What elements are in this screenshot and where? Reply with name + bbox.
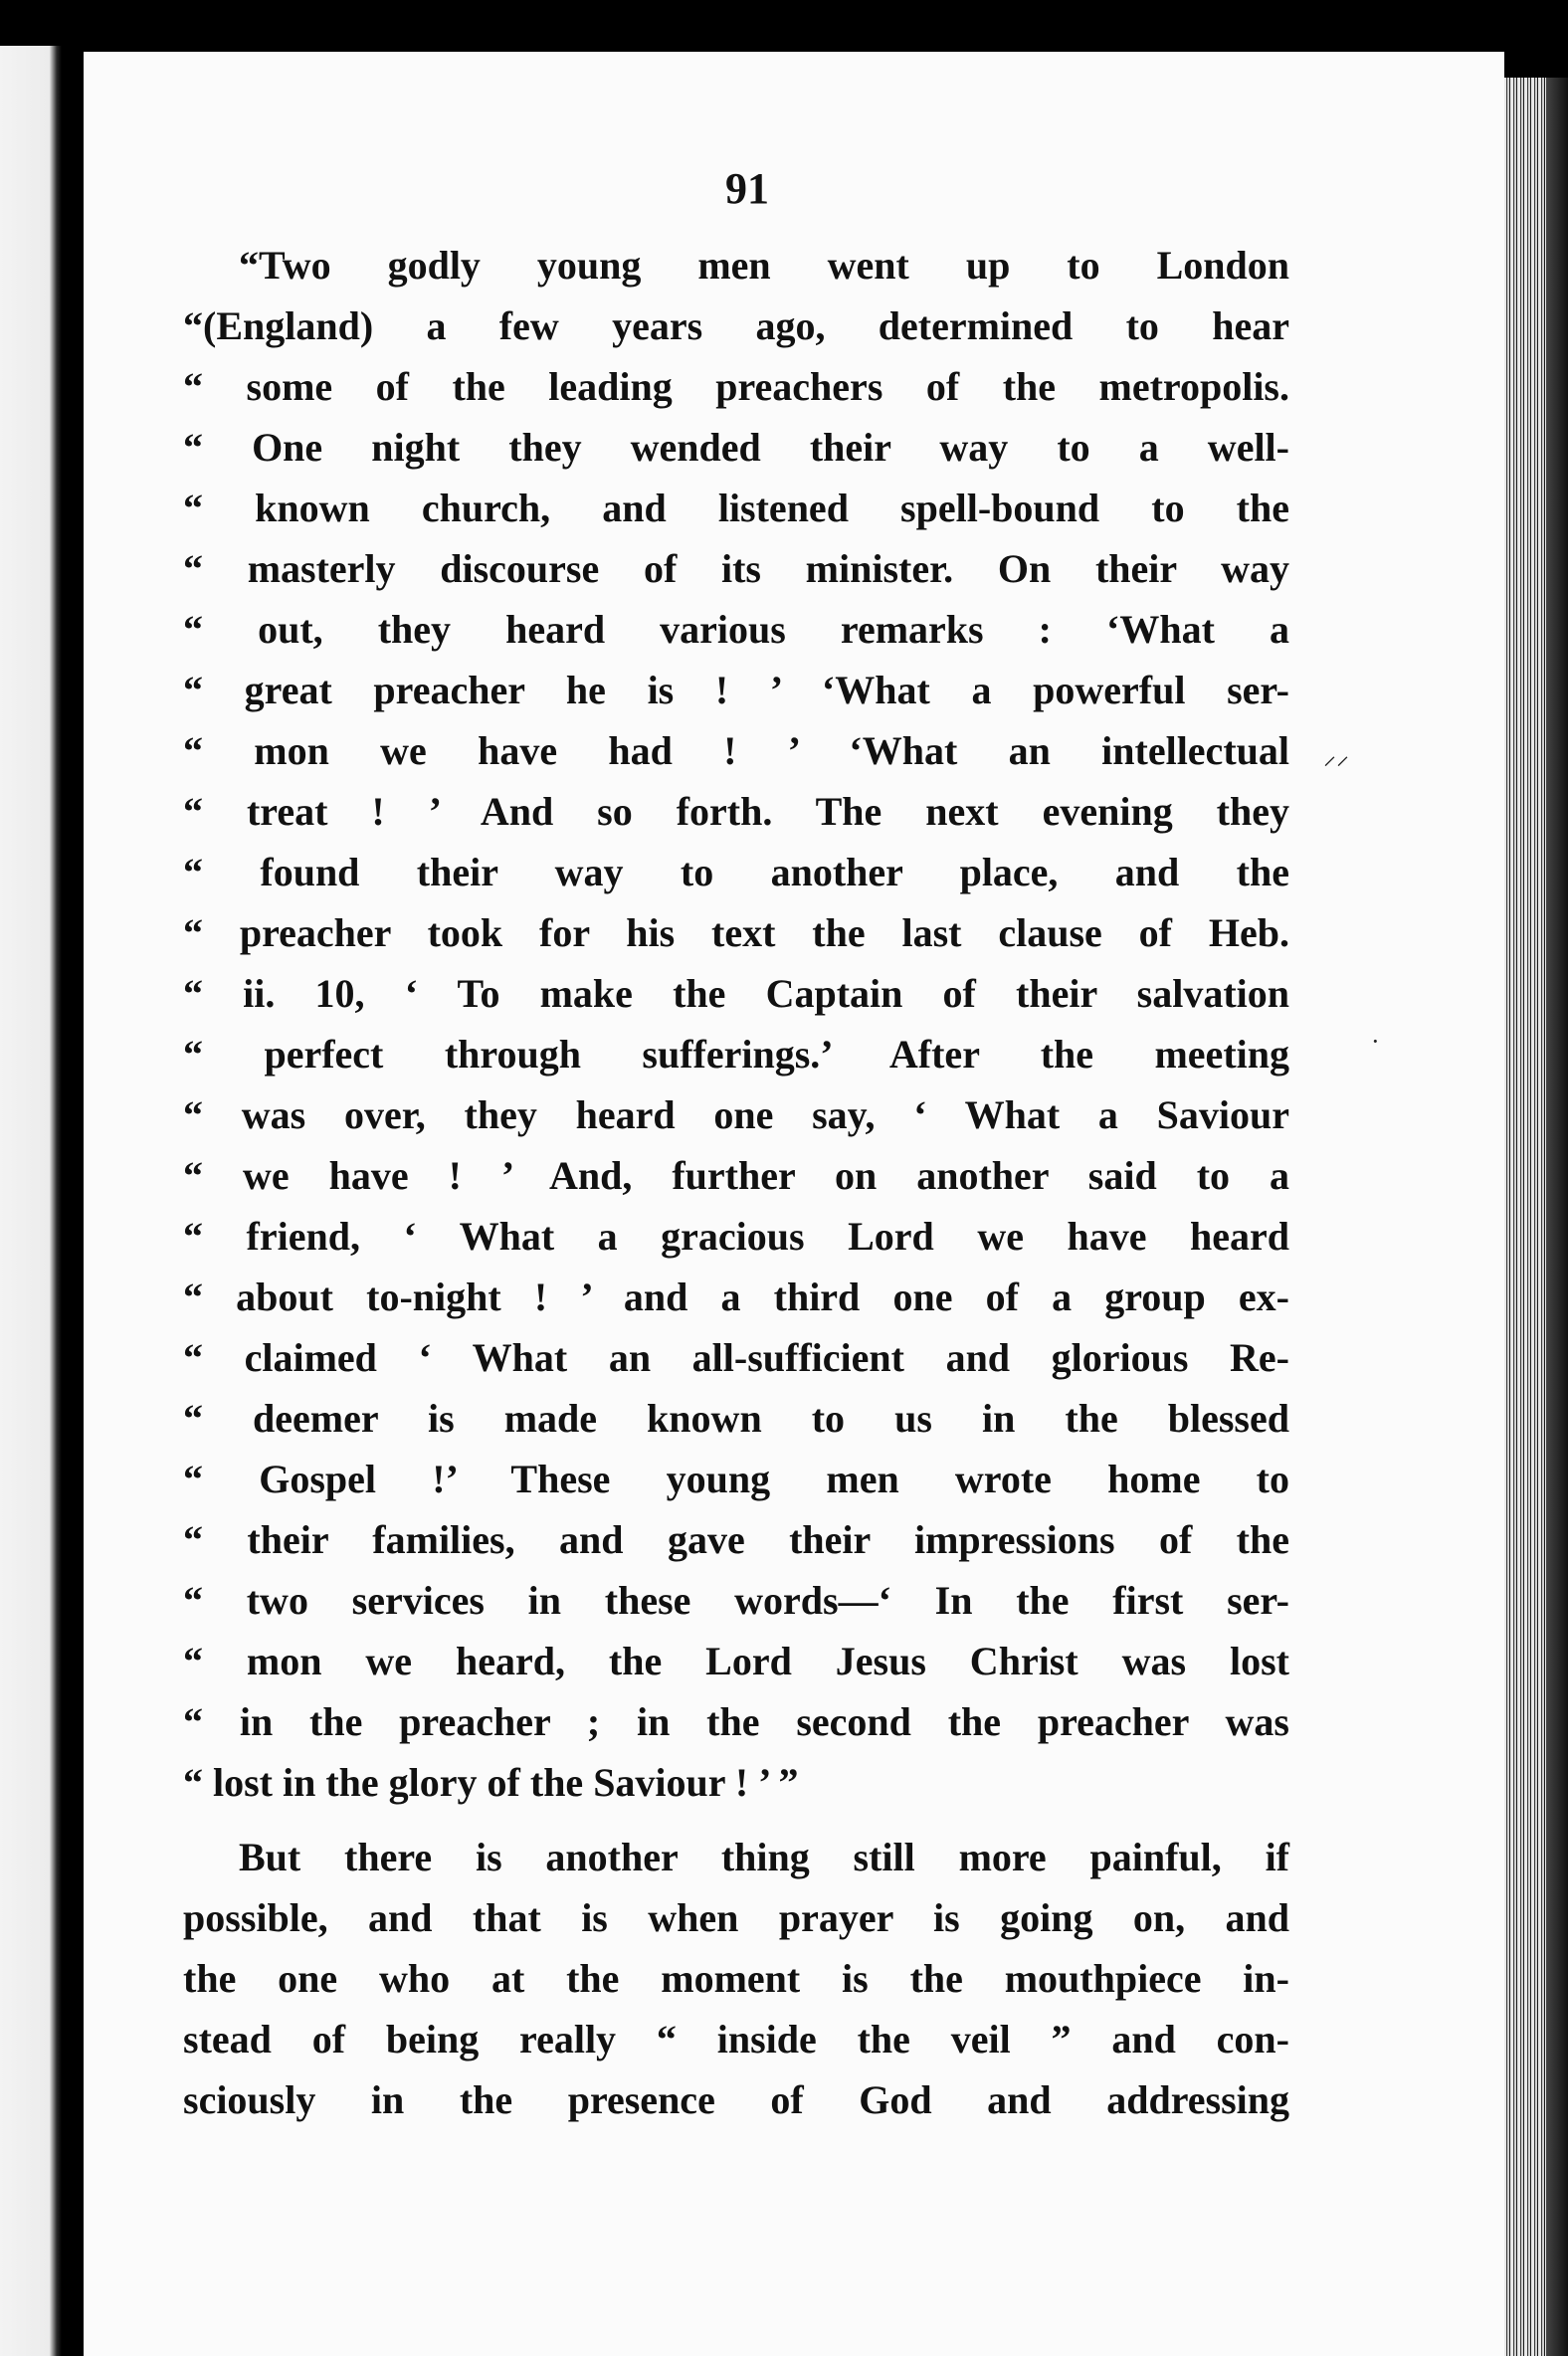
quote-line: “ ii. 10, ‘ To make the Captain of their salvation [183, 971, 1289, 1016]
quote-line: “ Gospel !’ These young men wrote home to [183, 1457, 1289, 1501]
paragraph-line: sciously in the presence of God and addressing [183, 2077, 1289, 2122]
paragraph-line: possible, and that is when prayer is going on, and [183, 1895, 1289, 1940]
quote-line: “(England) a few years ago, determined to hear [183, 303, 1289, 348]
quote-line: “ great preacher he is ! ’ ‘What a powerful ser- [183, 668, 1289, 712]
paragraph-gap [183, 1813, 1289, 1827]
quote-line: “ mon we have had ! ’ ‘What an intellectual [183, 728, 1289, 773]
quote-line: “ perfect through sufferings.’ After the meeting [183, 1032, 1289, 1077]
quote-line: “Two godly young men went up to London [239, 243, 1289, 288]
facing-page-edge [0, 46, 62, 2356]
quote-line: “ two services in these words—‘ In the first ser- [183, 1578, 1289, 1623]
margin-pencil-mark: ⸝⸝ [1323, 741, 1350, 770]
quote-line: “ preacher took for his text the last clause of Heb. [183, 910, 1289, 955]
quote-line: “ claimed ‘ What an all-sufficient and glorious Re- [183, 1335, 1289, 1380]
paragraph-line: the one who at the moment is the mouthpiece in- [183, 1956, 1289, 2001]
quote-line: “ deemer is made known to us in the blessed [183, 1396, 1289, 1441]
page-number: 91 [725, 164, 769, 213]
quote-line: “ out, they heard various remarks : ‘What a [183, 607, 1289, 652]
paragraph-line: stead of being really “ inside the veil ” and con- [183, 2017, 1289, 2062]
quote-line: “ treat ! ’ And so forth. The next evening they [183, 789, 1289, 834]
quote-line: “ some of the leading preachers of the metropolis. [183, 364, 1289, 409]
quote-line: “ about to-night ! ’ and a third one of a group ex- [183, 1275, 1289, 1319]
quote-line: “ in the preacher ; in the second the preacher was [183, 1699, 1289, 1744]
quote-line: “ friend, ‘ What a gracious Lord we have heard [183, 1214, 1289, 1259]
margin-dot-mark: · [1371, 1027, 1380, 1056]
quote-line: “ mon we heard, the Lord Jesus Christ was lost [183, 1639, 1289, 1683]
page-text [183, 235, 1289, 2130]
quote-line: “ masterly discourse of its minister. On their way [183, 546, 1289, 591]
quote-line: “ found their way to another place, and the [183, 850, 1289, 894]
quote-line: “ was over, they heard one say, ‘ What a Saviour [183, 1092, 1289, 1137]
quote-line: “ lost in the glory of the Saviour ! ’ ” [183, 1760, 799, 1805]
quote-line: “ known church, and listened spell-bound to the [183, 486, 1289, 530]
quote-line: “ we have ! ’ And, further on another said to a [183, 1153, 1289, 1198]
paragraph-line: But there is another thing still more painful, if [239, 1835, 1289, 1879]
quote-line: “ One night they wended their way to a well- [183, 425, 1289, 470]
quote-line: “ their families, and gave their impressions of the [183, 1517, 1289, 1562]
